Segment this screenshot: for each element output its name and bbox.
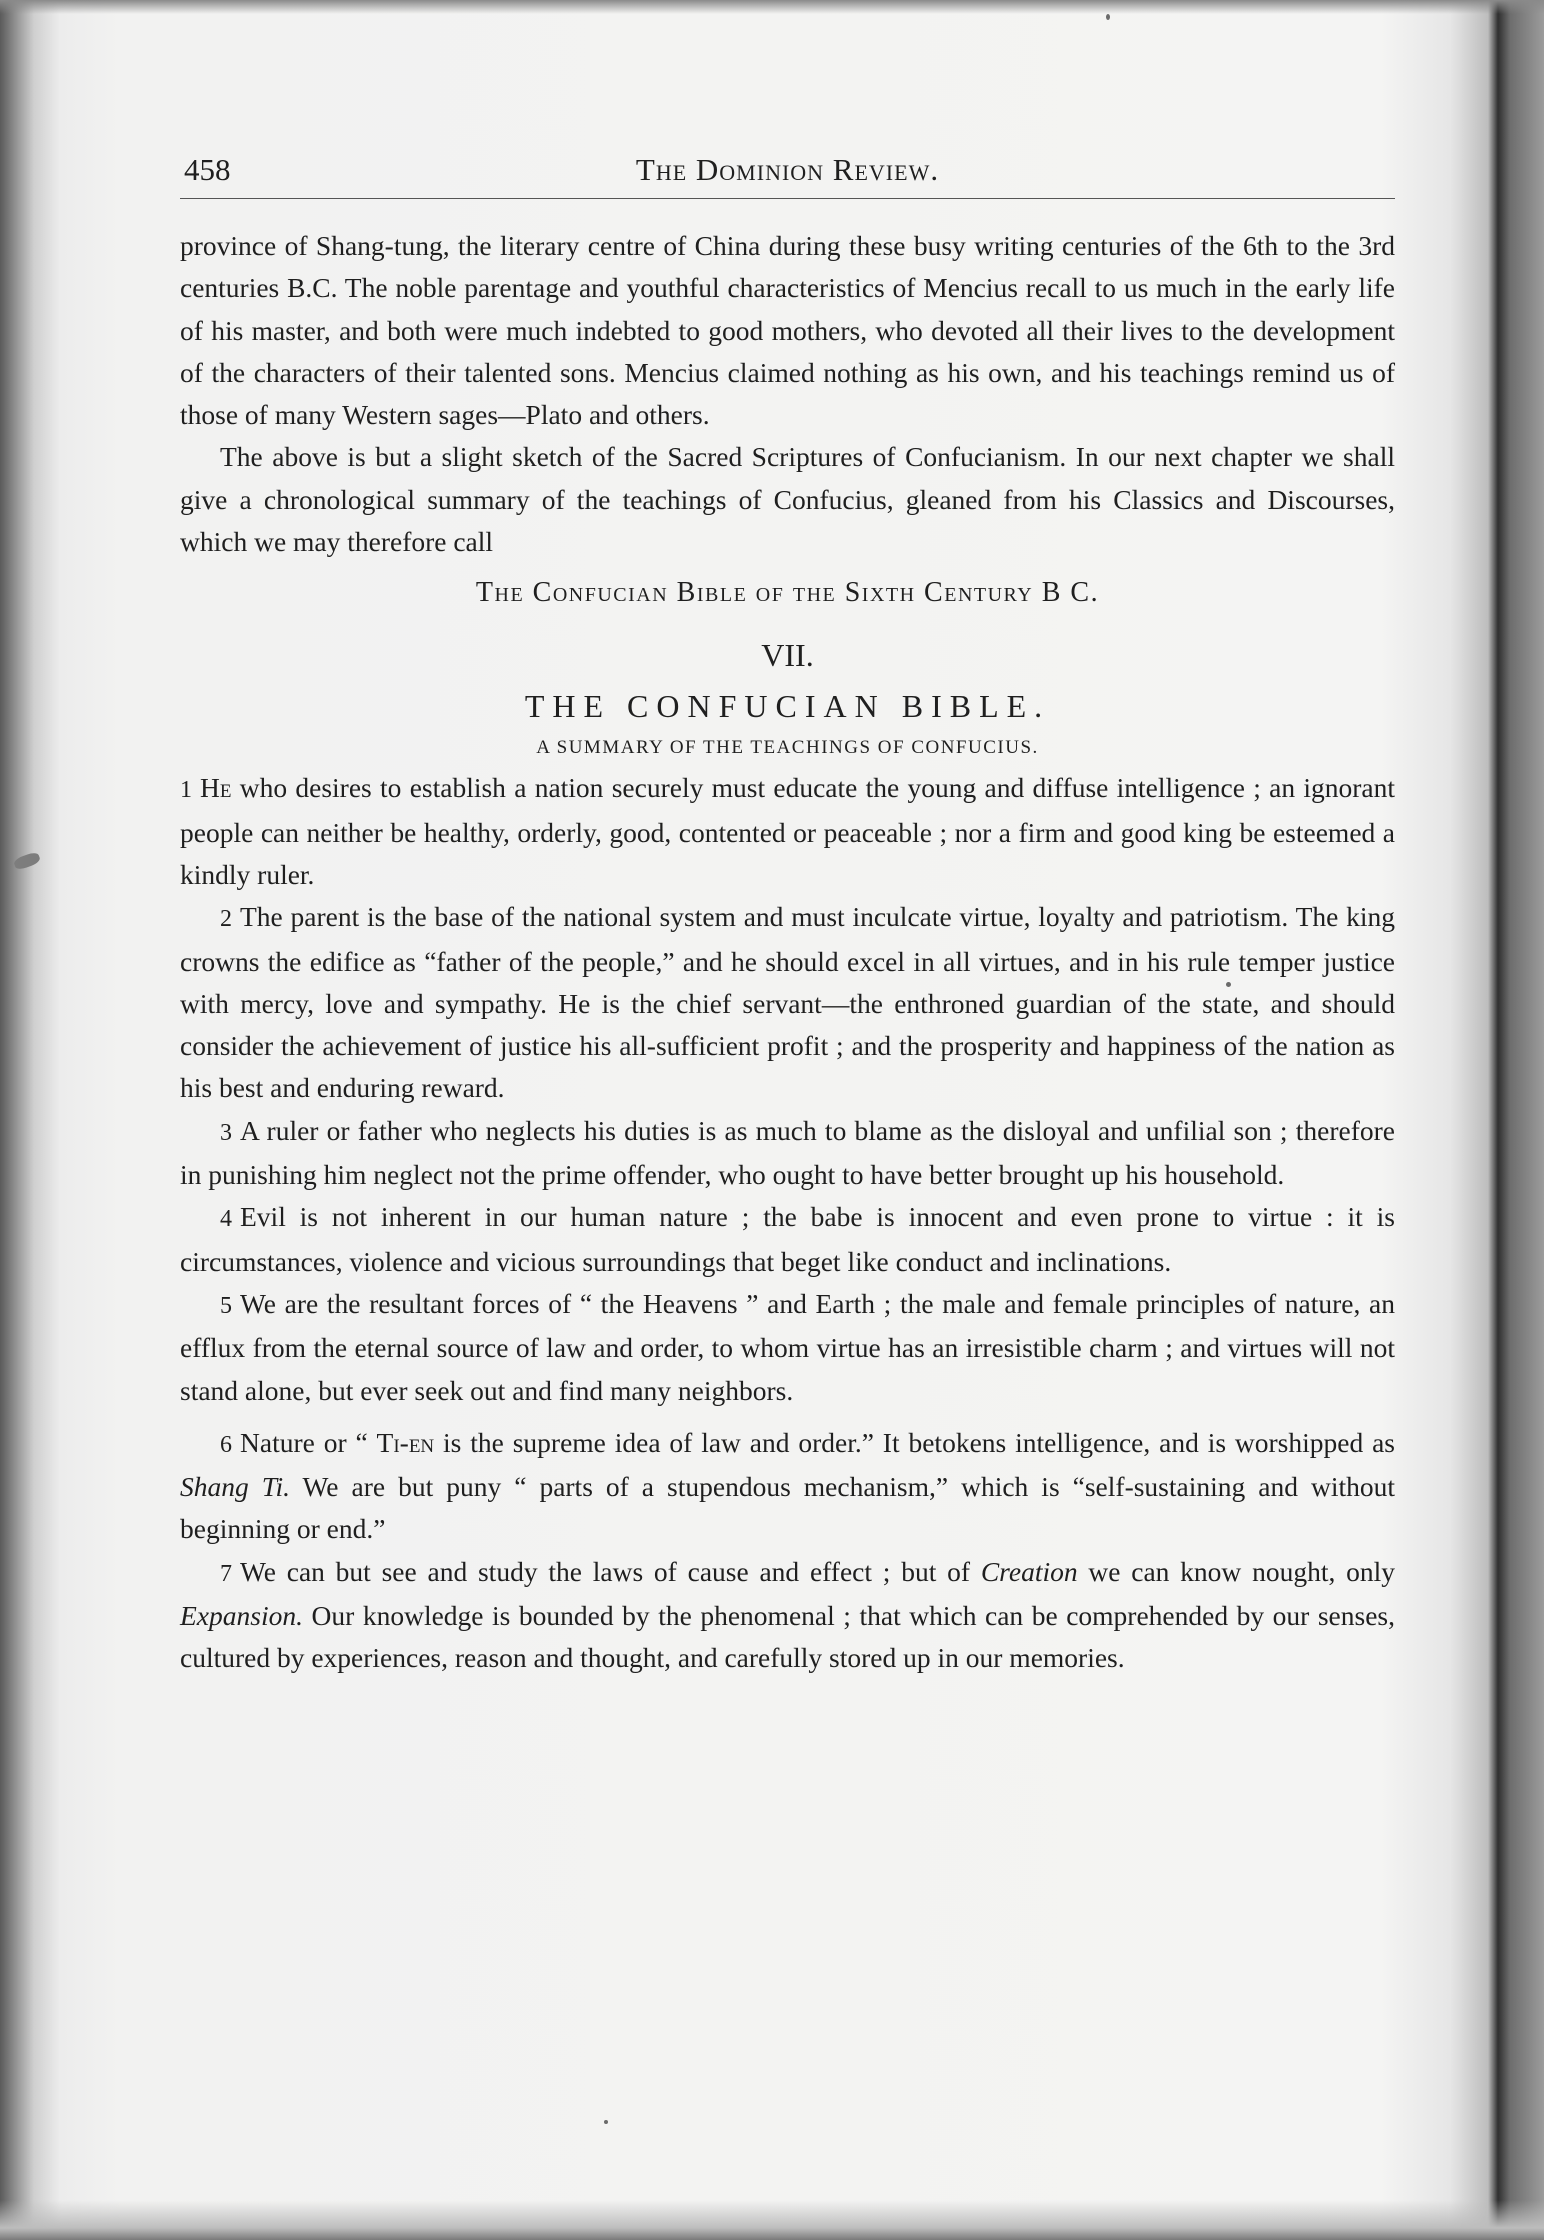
teaching-number: 5 <box>220 1292 232 1319</box>
bottom-edge-shadow <box>0 2200 1544 2240</box>
teaching-number: 6 <box>220 1431 232 1458</box>
teaching-item <box>180 1196 1395 1283</box>
teaching-term: Shang Ti. <box>180 1471 291 1503</box>
teaching-number: 2 <box>220 906 232 933</box>
teaching-term: Ti-en <box>376 1426 435 1458</box>
ink-speck <box>1106 14 1110 20</box>
teaching-number: 3 <box>220 1119 232 1146</box>
teaching-number: 1 <box>180 777 192 804</box>
teaching-text: We can but see and study the laws of cause and effect ; but of <box>240 1555 981 1587</box>
journal-title: The Dominion Review. <box>635 152 940 187</box>
teaching-item <box>180 896 1395 1109</box>
paragraph-summary-intro: The above is but a slight sketch of the Sacred Scriptures of Confucianism. In our next chapter we shall give a chronological summary of the teachings of Confucius, gleaned from his Classics and Discourses, which we may therefore call <box>180 441 1395 558</box>
teaching-text: The parent is the base of the national system and must inculcate virtue, loyalty and patriotism. The king crowns the edifice as “father of the people,” and he should excel in all virtues, and in his rule temper justice with mercy, love and sympathy. He is the chief servant—the enthroned guardian of the state, and should consider the achievement of justice his all-sufficient profit ; and the prosperity and happiness of the nation as his best and enduring reward. <box>180 901 1395 1104</box>
teaching-item <box>180 1422 1395 1551</box>
margin-ink-mark <box>13 851 42 871</box>
chapter-subtitle: A SUMMARY OF THE TEACHINGS OF CONFUCIUS. <box>536 737 1039 759</box>
teaching-text: We are but puny “ parts of a stupendous mechanism,” which is “self-sustaining and without beginning or end.” <box>180 1471 1395 1545</box>
teaching-text: who desires to establish a nation securely must educate the young and diffuse intelligence ; an ignorant people can neither be healthy, orderly, good, contented or peaceable ; nor a firm and good king be esteemed a kindly ruler. <box>180 772 1395 890</box>
teaching-lead: He <box>200 772 232 804</box>
teaching-item <box>180 1283 1395 1412</box>
running-head <box>180 150 1395 194</box>
teaching-text: we can know nought, only <box>1077 1555 1396 1587</box>
teaching-text: We are the resultant forces of “ the Heavens ” and Earth ; the male and female principles of nature, an efflux from the eternal source of law and order, to whom virtue has an irresistible charm ; and virtues will not stand alone, but ever seek out and find many neighbors. <box>180 1287 1395 1406</box>
teaching-number: 4 <box>220 1206 232 1233</box>
teaching-term: Expansion. <box>180 1600 303 1632</box>
ink-speck <box>604 2120 608 2124</box>
teaching-text: Nature or “ <box>240 1426 377 1458</box>
section-caption: The Confucian Bible of the Sixth Century B C. <box>475 577 1100 609</box>
teaching-text: Evil is not inherent in our human nature ; the babe is innocent and even prone to virtue : it is circumstances, violence and vicious surroundings that beget like conduct and inclinations. <box>180 1201 1395 1277</box>
chapter-title: THE CONFUCIAN BIBLE. <box>524 688 1051 725</box>
page-content <box>180 150 1395 1680</box>
page-number: 458 <box>184 152 231 187</box>
teaching-item <box>180 767 1395 896</box>
teaching-text: A ruler or father who neglects his duties is as much to blame as the disloyal and unfilial son ; therefore in punishing him neglect not the prime offender, who ought to have better brought up his household. <box>180 1114 1395 1191</box>
teaching-term: Creation <box>980 1555 1078 1587</box>
chapter-numeral: VII. <box>761 637 814 674</box>
teaching-item <box>180 1551 1395 1680</box>
header-rule <box>180 198 1395 199</box>
top-edge-shadow <box>0 0 1544 14</box>
paragraph-mencius: province of Shang-tung, the literary centre of China during these busy writing centuries of the 6th to the 3rd centuries B.C. The noble parentage and youthful characteristics of Mencius recall to us much in the early life of his master, and both were much indebted to good mothers, who devoted all their lives to the development of the characters of their talented sons. Mencius claimed nothing as his own, and his teachings remind us of those of many Western sages—Plato and others. <box>180 230 1395 431</box>
teaching-text: Our knowledge is bounded by the phenomenal ; that which can be comprehended by our senses, cultured by experiences, reason and thought, and carefully stored up in our memories. <box>180 1600 1395 1674</box>
teaching-item <box>180 1110 1395 1197</box>
teaching-text: is the supreme idea of law and order.” It betokens intelligence, and is worshipped as <box>434 1426 1395 1458</box>
teaching-number: 7 <box>220 1560 232 1587</box>
